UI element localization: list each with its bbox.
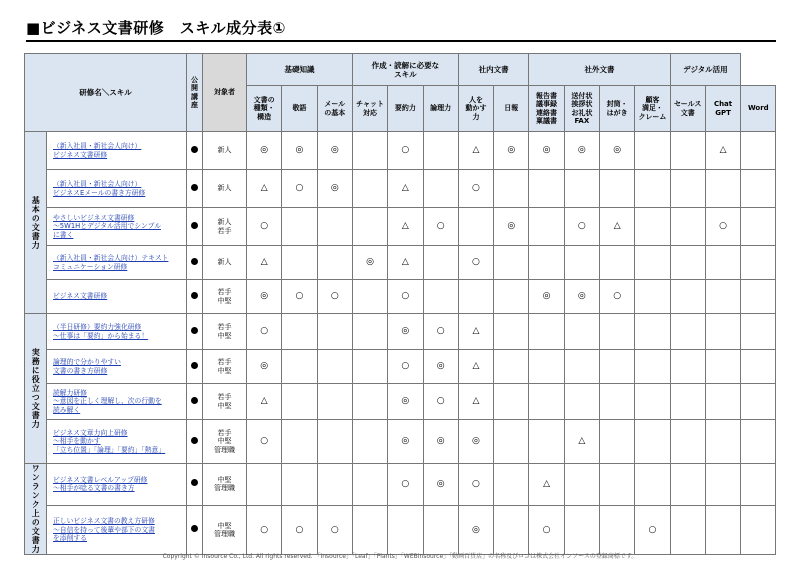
skill-mark: [741, 420, 776, 464]
skill-mark: ◎: [564, 280, 599, 314]
skill-mark: [600, 420, 635, 464]
target-cell: 若手 中堅: [203, 314, 247, 350]
target-cell: 若手 中堅: [203, 350, 247, 384]
public-dot-icon: [191, 222, 198, 229]
skill-mark: ◎: [423, 420, 458, 464]
target-cell: 新人 若手: [203, 208, 247, 246]
category-label: [25, 464, 47, 555]
public-course-cell: [187, 280, 203, 314]
public-dot-icon: [191, 397, 198, 404]
skill-mark: [282, 208, 317, 246]
course-link[interactable]: ビジネス文書レベルアップ研修 ～相手が唸る文書の書き方: [47, 464, 187, 506]
table-row: [25, 505, 776, 554]
target-cell: 若手 中堅: [203, 280, 247, 314]
skill-mark: [670, 420, 705, 464]
skill-mark: ○: [705, 208, 740, 246]
skill-mark: ◎: [317, 170, 352, 208]
skill-mark: ○: [247, 505, 282, 554]
target-header: 対象者: [203, 54, 247, 132]
skill-mark: ◎: [529, 132, 564, 170]
skill-mark: [635, 314, 670, 350]
skill-mark: [529, 246, 564, 280]
public-dot-icon: [191, 258, 198, 265]
skill-mark: ○: [247, 208, 282, 246]
target-cell: 新人: [203, 132, 247, 170]
skill-mark: [282, 420, 317, 464]
skill-mark: [529, 170, 564, 208]
course-link[interactable]: （新入社員・新社会人向け）テキスト コミュニケーション研修: [47, 246, 187, 280]
skill-mark: [670, 208, 705, 246]
course-link[interactable]: 正しいビジネス文書の教え方研修 ～自信を持って後輩や部下の文書 を添削する: [47, 505, 187, 554]
skill-mark: [494, 314, 529, 350]
skill-mark: [600, 384, 635, 420]
skill-mark: [352, 170, 387, 208]
skill-mark: [741, 505, 776, 554]
skill-mark: ○: [423, 384, 458, 420]
skill-mark: [317, 384, 352, 420]
skill-mark: [494, 384, 529, 420]
skill-mark: [741, 464, 776, 506]
skill-mark: [423, 246, 458, 280]
skill-header: 報告書 議事録 連絡書 稟議書: [529, 86, 564, 132]
skill-mark: [635, 384, 670, 420]
skill-mark: [317, 350, 352, 384]
skill-group-header: デジタル活用: [670, 54, 741, 86]
skill-mark: [423, 170, 458, 208]
skill-header: 顧客 満足・ クレーム: [635, 86, 670, 132]
skill-mark: ◎: [458, 420, 493, 464]
skill-mark: [705, 280, 740, 314]
skill-mark: ◎: [388, 420, 423, 464]
skill-mark: [494, 505, 529, 554]
skill-mark: △: [388, 170, 423, 208]
skill-mark: △: [529, 464, 564, 506]
table-row: [25, 420, 776, 464]
skill-mark: [564, 314, 599, 350]
public-course-header: 公 開 講 座: [187, 54, 203, 132]
skill-mark: ○: [247, 420, 282, 464]
skill-mark: [670, 246, 705, 280]
skill-mark: [564, 246, 599, 280]
skill-mark: [282, 314, 317, 350]
skill-mark: [741, 246, 776, 280]
skill-header: チャット 対応: [352, 86, 387, 132]
skill-mark: [705, 246, 740, 280]
public-course-cell: [187, 246, 203, 280]
skill-mark: [352, 384, 387, 420]
skill-mark: △: [600, 208, 635, 246]
skill-mark: [423, 280, 458, 314]
skill-mark: [282, 464, 317, 506]
skill-mark: [635, 208, 670, 246]
target-cell: 若手 中堅 管理職: [203, 420, 247, 464]
skill-mark: [670, 384, 705, 420]
course-link[interactable]: （半日研修）要約力強化研修 ～仕事は「要約」から始まる！: [47, 314, 187, 350]
skill-mark: [317, 420, 352, 464]
skill-mark: [670, 132, 705, 170]
skill-mark: [352, 208, 387, 246]
skill-mark: [741, 132, 776, 170]
skill-mark: [564, 384, 599, 420]
skill-mark: [670, 464, 705, 506]
skill-mark: ○: [388, 350, 423, 384]
skill-mark: [352, 350, 387, 384]
skill-mark: ○: [529, 505, 564, 554]
public-dot-icon: [191, 184, 198, 191]
target-cell: 若手 中堅: [203, 384, 247, 420]
skill-mark: [635, 350, 670, 384]
skill-mark: [317, 208, 352, 246]
skill-mark: [458, 208, 493, 246]
skill-mark: ○: [282, 505, 317, 554]
skill-mark: [705, 350, 740, 384]
skill-mark: [635, 170, 670, 208]
skill-mark: ○: [388, 132, 423, 170]
public-dot-icon: [191, 362, 198, 369]
skill-mark: ◎: [458, 505, 493, 554]
skill-mark: [670, 350, 705, 384]
skill-mark: △: [564, 420, 599, 464]
public-course-cell: [187, 420, 203, 464]
skill-mark: [352, 420, 387, 464]
table-row: [25, 350, 776, 384]
public-dot-icon: [191, 525, 198, 532]
skill-mark: ◎: [352, 246, 387, 280]
target-cell: 中堅 管理職: [203, 505, 247, 554]
course-link[interactable]: （新入社員・新社会人向け） ビジネス文書研修: [47, 132, 187, 170]
skill-mark: ○: [282, 280, 317, 314]
course-link[interactable]: ビジネス文書研修: [47, 280, 187, 314]
skill-mark: ○: [635, 505, 670, 554]
category-label-text: 実務に役立つ文書力: [31, 348, 41, 429]
skill-mark: [352, 280, 387, 314]
skill-mark: △: [247, 384, 282, 420]
skill-mark: [705, 505, 740, 554]
skill-header: セールス 文書: [670, 86, 705, 132]
skill-header: Chat GPT: [705, 86, 740, 132]
skill-mark: ○: [564, 208, 599, 246]
skill-mark: ◎: [494, 132, 529, 170]
skill-mark: [600, 464, 635, 506]
public-course-cell: [187, 314, 203, 350]
category-label-text: ワンランク上の文書力: [31, 464, 41, 554]
skill-mark: [635, 132, 670, 170]
skill-header: 日報: [494, 86, 529, 132]
skill-mark: [564, 505, 599, 554]
skill-mark: [529, 208, 564, 246]
skill-mark: [705, 420, 740, 464]
skill-mark: △: [458, 132, 493, 170]
skill-mark: [705, 314, 740, 350]
skill-mark: [388, 505, 423, 554]
skill-header: メール の基本: [317, 86, 352, 132]
skill-mark: [282, 350, 317, 384]
public-dot-icon: [191, 292, 198, 299]
category-label-text: 基本の文書力: [31, 195, 41, 250]
table-row: [25, 170, 776, 208]
category-label: [25, 314, 47, 464]
skill-header: 文書の 種類・ 構造: [247, 86, 282, 132]
skill-mark: △: [458, 350, 493, 384]
skill-mark: ○: [282, 170, 317, 208]
skill-mark: [705, 464, 740, 506]
course-link[interactable]: ビジネス文章力向上研修 ～相手を動かす 「立ち位置」「論理」「要約」「熱意」: [47, 420, 187, 464]
skill-mark: [741, 170, 776, 208]
skill-mark: ◎: [388, 314, 423, 350]
course-link[interactable]: （新入社員・新社会人向け） ビジネスEメールの書き方研修: [47, 170, 187, 208]
table-row: [25, 246, 776, 280]
skill-mark: [600, 246, 635, 280]
skill-header: 要約力: [388, 86, 423, 132]
corner-header: 研修名＼スキル: [25, 54, 187, 132]
skill-mark: [423, 505, 458, 554]
course-link[interactable]: 論理的で分かりやすい 文書の書き方研修: [47, 350, 187, 384]
skill-mark: [352, 464, 387, 506]
public-course-cell: [187, 208, 203, 246]
skill-mark: △: [388, 246, 423, 280]
copyright-footer: Copyright © Insource Co., Ltd. All rights reserved. 「insource」「Leaf」「Plants」「WEBinsource」「動画百貨店」の名称及びロゴは株式会社インソースの登録商標です。: [162, 553, 638, 560]
skill-mark: ○: [388, 280, 423, 314]
skill-mark: △: [458, 314, 493, 350]
skill-mark: [494, 170, 529, 208]
course-link[interactable]: やさしいビジネス文書研修 ～5W1Hとデジタル活用でシンプル に書く: [47, 208, 187, 246]
skill-mark: ○: [247, 314, 282, 350]
public-course-cell: [187, 350, 203, 384]
skill-mark: [352, 132, 387, 170]
skill-mark: [494, 246, 529, 280]
skill-mark: [423, 132, 458, 170]
skill-mark: ◎: [564, 132, 599, 170]
skill-header: 封筒・ はがき: [600, 86, 635, 132]
skill-mark: [282, 384, 317, 420]
public-course-cell: [187, 464, 203, 506]
skill-mark: ◎: [423, 464, 458, 506]
skill-mark: △: [458, 384, 493, 420]
skill-mark: [494, 350, 529, 384]
skill-mark: [705, 384, 740, 420]
skill-mark: △: [247, 170, 282, 208]
skill-group-header: 社外文書: [529, 54, 670, 86]
skill-mark: ○: [388, 464, 423, 506]
skill-mark: [317, 246, 352, 280]
skill-mark: ○: [458, 246, 493, 280]
skill-mark: [564, 170, 599, 208]
skill-mark: ◎: [317, 132, 352, 170]
skill-header: 送付状 挨拶状 お礼状 FAX: [564, 86, 599, 132]
skill-header: 論理力: [423, 86, 458, 132]
skill-mark: ○: [600, 280, 635, 314]
table-row: [25, 132, 776, 170]
skill-mark: [670, 314, 705, 350]
skill-mark: [494, 464, 529, 506]
skill-mark: [600, 170, 635, 208]
skill-mark: ○: [458, 464, 493, 506]
skill-group-header: 社内文書: [458, 54, 529, 86]
table-row: [25, 314, 776, 350]
skill-mark: [600, 505, 635, 554]
skill-mark: [635, 464, 670, 506]
skill-mark: [352, 505, 387, 554]
skill-mark: ◎: [282, 132, 317, 170]
skill-mark: [529, 350, 564, 384]
skill-mark: △: [388, 208, 423, 246]
skill-mark: ○: [423, 314, 458, 350]
table-row: [25, 280, 776, 314]
skill-mark: [529, 384, 564, 420]
skill-mark: ◎: [247, 132, 282, 170]
public-dot-icon: [191, 146, 198, 153]
skill-mark: [352, 314, 387, 350]
skill-mark: [600, 314, 635, 350]
skill-mark: [635, 280, 670, 314]
skill-mark: [741, 314, 776, 350]
skill-mark: [494, 420, 529, 464]
public-course-cell: [187, 505, 203, 554]
skill-mark: [741, 384, 776, 420]
skill-mark: [741, 350, 776, 384]
skill-mark: △: [247, 246, 282, 280]
public-course-cell: [187, 132, 203, 170]
skill-mark: [458, 280, 493, 314]
public-course-cell: [187, 170, 203, 208]
target-cell: 中堅 管理職: [203, 464, 247, 506]
skill-mark: ◎: [247, 280, 282, 314]
skill-mark: [529, 420, 564, 464]
skill-mark: [741, 208, 776, 246]
skill-mark: ○: [458, 170, 493, 208]
skill-mark: [494, 280, 529, 314]
public-dot-icon: [191, 479, 198, 486]
title-underline: [26, 40, 776, 42]
skill-mark: [741, 280, 776, 314]
course-link[interactable]: 読解力研修 ～意図を正しく理解し、次の行動を 読み解く: [47, 384, 187, 420]
skill-mark: ◎: [423, 350, 458, 384]
skill-mark: [670, 505, 705, 554]
skill-mark: [670, 170, 705, 208]
public-course-cell: [187, 384, 203, 420]
skill-mark: ◎: [600, 132, 635, 170]
skill-mark: [282, 246, 317, 280]
skill-mark: ○: [423, 208, 458, 246]
target-cell: 新人: [203, 246, 247, 280]
skill-mark: [529, 314, 564, 350]
skill-header: Word: [741, 86, 776, 132]
skill-mark: ○: [317, 505, 352, 554]
skill-mark: [317, 464, 352, 506]
page-title: ■ビジネス文書研修 スキル成分表①: [26, 19, 286, 37]
skill-mark: ◎: [494, 208, 529, 246]
skill-mark: △: [705, 132, 740, 170]
public-dot-icon: [191, 327, 198, 334]
category-label: [25, 132, 47, 314]
skill-mark: [564, 350, 599, 384]
skill-mark: ○: [317, 280, 352, 314]
skill-mark: [635, 246, 670, 280]
target-cell: 新人: [203, 170, 247, 208]
skill-mark: [317, 314, 352, 350]
skill-mark: ◎: [529, 280, 564, 314]
table-row: [25, 384, 776, 420]
skill-mark: ◎: [247, 350, 282, 384]
table-row: [25, 464, 776, 506]
table-row: [25, 208, 776, 246]
skill-group-header: 基礎知識: [247, 54, 353, 86]
skill-mark: [670, 280, 705, 314]
public-dot-icon: [191, 437, 198, 444]
skill-matrix-table: [24, 53, 776, 555]
skill-header: 敬語: [282, 86, 317, 132]
skill-mark: [564, 464, 599, 506]
skill-mark: [635, 420, 670, 464]
skill-mark: ◎: [388, 384, 423, 420]
skill-mark: [247, 464, 282, 506]
skill-header: 人を 動かす 力: [458, 86, 493, 132]
skill-mark: [600, 350, 635, 384]
skill-mark: [705, 170, 740, 208]
skill-group-header: 作成・読解に必要な スキル: [352, 54, 458, 86]
